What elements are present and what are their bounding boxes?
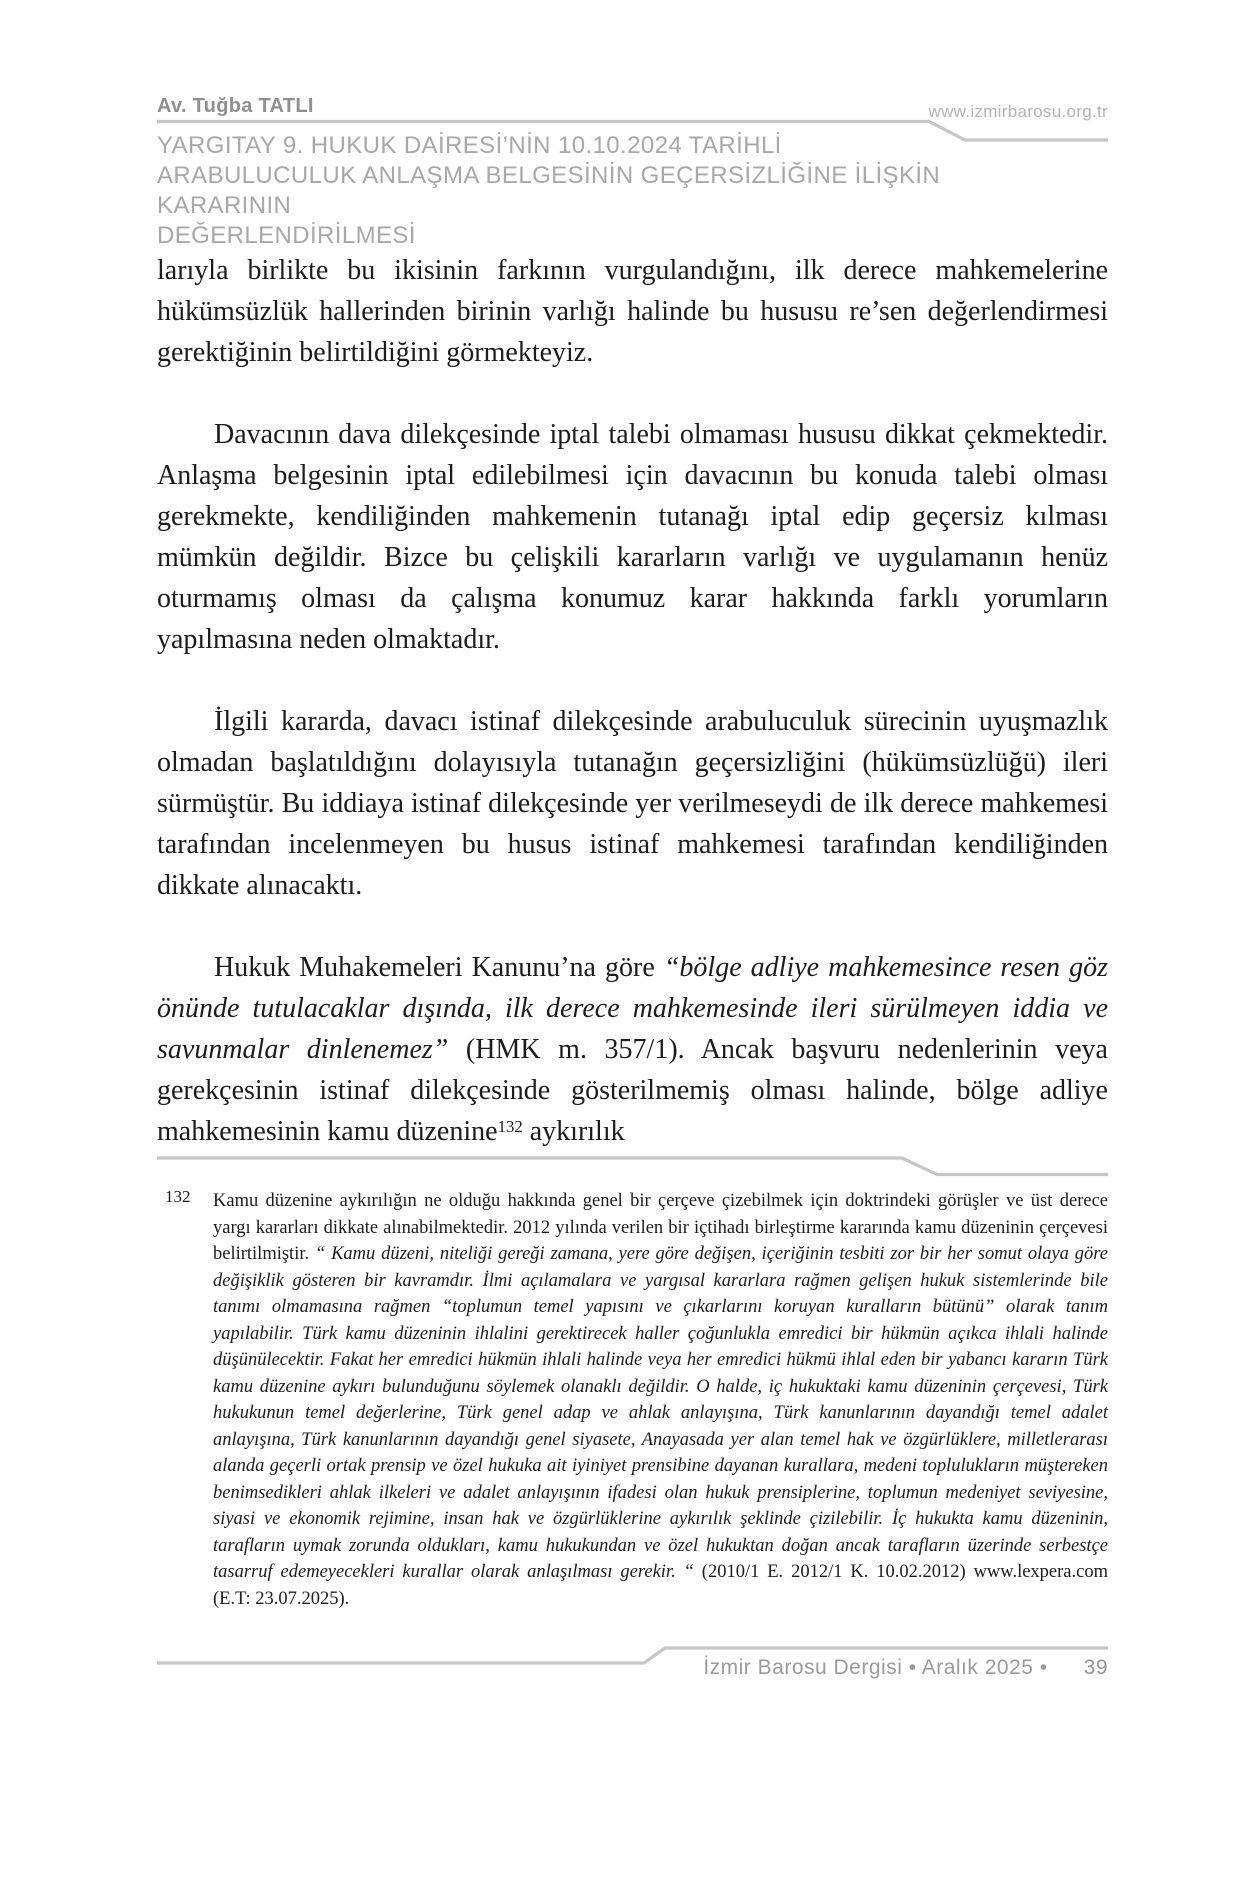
text-segment-normal: aykırılık: [522, 1116, 625, 1147]
article-title-line-1: YARGITAY 9. HUKUK DAİRESİ’NİN 10.10.2024 TARİHLİ: [157, 132, 782, 159]
text-segment-italic: “ Kamu düzeni, niteliği gereği zamana, yere göre değişen, içeriğinin tesbiti zor bir her somut olaya göre değişiklik gösteren bir kavramdır. İlmi açılamalara ve yargısal kararlara rağmen gelişen hukuk sistemlerinde bile tanımı olmamasına rağmen “toplumun temel yapısını ve çıkarlarını koruyan kuralların bütünü” olarak tanım yapılabilir. Türk kamu düzeninin ihlalini gerektirecek haller çoğunlukla emredici bir hükmün açıkca ihlali halinde düşünülecektir. Fakat her emredici hükmün ihlali halinde veya her emredici hükmü ihlal eden bir yabancı kararın Türk kamu düzenine aykırı bulunduğunu söylemek olanaklı değildir. O halde, iç hukuktaki kamu düzeninin çerçevesi, Türk hukukunun temel değerlerine, Türk genel adap ve ahlak anlayışına, Türk kanunlarının dayandığı temel adalet anlayışına, Türk kanunlarının dayandığı genel siyasete, Anayasada yer alan temel hak ve özgürlüklere, milletlerarası alanda geçerli ortak prensip ve özel hukuka ait iyiniyet prensibine dayanan kurallara, medeni toplulukların müştereken benimsedikleri ahlak ilkeleri ve adalet anlayışının ifadesi olan hukuk prensiplerine, toplumun medeniyet seviyesine, siyasi ve ekonomik rejimine, insan hak ve özgürlüklerine aykırılık şeklinde çizilebilir. İç hukukta kamu düzeninin, tarafların uymak zorunda oldukları, kamu hukukundan ve özel hukuktan doğan ancak tarafların üzerinde serbestçe tasarruf edemeyecekleri kurallar olarak anlaşılması gerekir. “: [213, 1244, 1108, 1582]
page-number: 39: [1083, 1656, 1108, 1679]
text-segment-normal: İlgili kararda, davacı istinaf dilekçesinde arabuluculuk sürecinin uyuşmazlık olmadan başlatıldığını dolayısıyla tutanağın geçersizliğini (hükümsüzlüğü) ileri sürmüştür. Bu iddiaya istinaf dilekçesinde yer verilmeseydi de ilk derece mahkemesi tarafından incelenmeyen bu husus istinaf mahkemesi tarafından kendiliğinden dikkate alınacaktı.: [157, 706, 1108, 901]
body-paragraph: [157, 947, 1108, 1152]
footnote-132: [157, 1188, 1108, 1612]
text-segment-normal: larıyla birlikte bu ikisinin farkının vurgulandığını, ilk derece mahkemelerine hükümsüzlük hallerinden birinin varlığı halinde bu hususu re’sen değerlendirmesi gerektiğinin belirtildiğini görmekteyiz.: [157, 255, 1108, 368]
text-segment-normal: (HMK m. 357/1). Ancak başvuru nedenlerinin veya gerekçesinin istinaf dilekçesinde gösterilmemiş olması halinde, bölge adliye mahkemesinin kamu düzenine: [157, 1034, 1108, 1147]
text-segment-superscript: 132: [497, 1116, 523, 1136]
page-footer: [703, 1656, 1108, 1680]
website-url: www.izmirbarosu.org.tr: [928, 102, 1108, 121]
article-title-line-2: ARABULUCULUK ANLAŞMA BELGESİNİN GEÇERSİZLİĞİNE İLİŞKİN KARARININ: [157, 162, 941, 219]
body-paragraph: [157, 701, 1108, 906]
article-title: [157, 131, 1017, 251]
journal-issue-label: İzmir Barosu Dergisi • Aralık 2025 •: [703, 1656, 1048, 1679]
text-segment-normal: Kamu düzenine aykırılığın ne olduğu hakkında genel bir çerçeve çizebilmek için doktrindeki görüşler ve üst derece yargı kararları dikkate alınabilmektedir. 2012 yılında verilen bir içtihadı birleştirme kararında kamu düzeninin çerçevesi belirtilmiştir.: [213, 1191, 1108, 1264]
text-segment-normal: Hukuk Muhakemeleri Kanunu’na göre: [214, 952, 664, 983]
body-paragraph: [157, 414, 1108, 660]
text-segment-normal: Davacının dava dilekçesinde iptal talebi olmaması hususu dikkat çekmektedir. Anlaşma belgesinin iptal edilebilmesi için davacının bu konuda talebi olması gerekmekte, kendiliğinden mahkemenin tutanağı iptal edip geçersiz kılması mümkün değildir. Bizce bu çelişkili kararların varlığı ve uygulamanın henüz oturmamış olması da çalışma konumuz karar hakkında farklı yorumların yapılmasına neden olmaktadır.: [157, 419, 1108, 655]
body-paragraph: [157, 250, 1108, 373]
author-name: Av. Tuğba TATLI: [157, 95, 314, 117]
footnote-divider-line: [157, 1155, 1108, 1179]
footnote-text: [157, 1188, 1108, 1612]
text-segment-italic: “bölge adliye mahkemesince resen göz önünde tutulacaklar dışında, ilk derece mahkemesinde ileri sürülmeyen iddia ve savunmalar dinlenemez”: [157, 952, 1108, 1065]
footnote-number: 132: [165, 1187, 191, 1206]
article-title-line-3: DEĞERLENDİRİLMESİ: [157, 222, 416, 249]
article-body: [157, 250, 1108, 1193]
text-segment-normal: (2010/1 E. 2012/1 K. 10.02.2012) www.lexpera.com (E.T: 23.07.2025).: [213, 1562, 1108, 1609]
